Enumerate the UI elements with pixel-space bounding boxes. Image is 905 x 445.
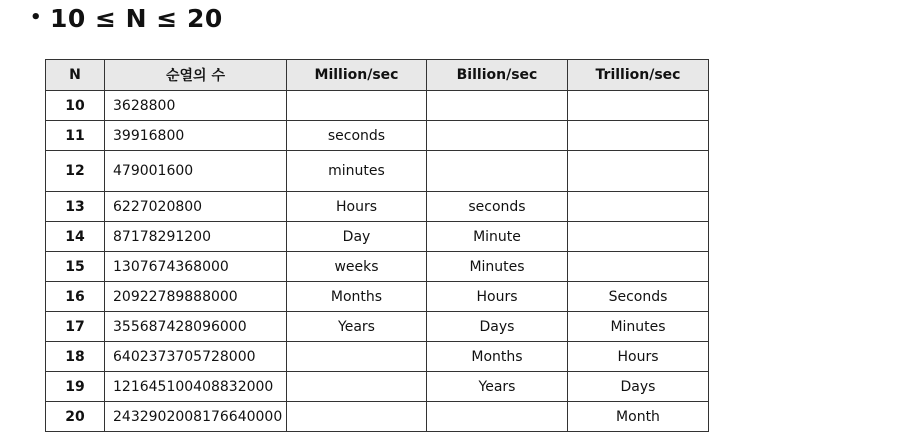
cell-trillion: Days — [568, 372, 709, 402]
header-n: N — [46, 60, 105, 91]
title-text: 10 ≤ N ≤ 20 — [50, 4, 223, 33]
table-row — [46, 312, 709, 342]
cell-million — [287, 402, 427, 432]
cell-million — [287, 342, 427, 372]
cell-permutations: 1307674368000 — [105, 252, 287, 282]
cell-n: 10 — [46, 91, 105, 121]
cell-billion — [427, 91, 568, 121]
table-row — [46, 91, 709, 121]
cell-million: Months — [287, 282, 427, 312]
cell-n: 20 — [46, 402, 105, 432]
cell-permutations: 2432902008176640000 — [105, 402, 287, 432]
cell-trillion: Hours — [568, 342, 709, 372]
cell-permutations: 6227020800 — [105, 192, 287, 222]
cell-n: 19 — [46, 372, 105, 402]
cell-permutations: 121645100408832000 — [105, 372, 287, 402]
cell-trillion: Month — [568, 402, 709, 432]
cell-million — [287, 372, 427, 402]
cell-million: Hours — [287, 192, 427, 222]
cell-trillion — [568, 252, 709, 282]
table-row — [46, 222, 709, 252]
cell-trillion — [568, 222, 709, 252]
cell-billion: Days — [427, 312, 568, 342]
cell-billion — [427, 121, 568, 151]
cell-trillion — [568, 121, 709, 151]
cell-permutations: 3628800 — [105, 91, 287, 121]
cell-trillion: Minutes — [568, 312, 709, 342]
header-billion-per-sec: Billion/sec — [427, 60, 568, 91]
cell-permutations: 6402373705728000 — [105, 342, 287, 372]
cell-billion: Minute — [427, 222, 568, 252]
table-row — [46, 121, 709, 151]
cell-million: minutes — [287, 151, 427, 192]
cell-trillion: Seconds — [568, 282, 709, 312]
slide-title — [30, 4, 223, 33]
cell-billion: Months — [427, 342, 568, 372]
cell-billion: Years — [427, 372, 568, 402]
cell-million: weeks — [287, 252, 427, 282]
bullet-icon: • — [30, 7, 43, 28]
cell-n: 18 — [46, 342, 105, 372]
table-row — [46, 342, 709, 372]
cell-n: 16 — [46, 282, 105, 312]
cell-trillion — [568, 91, 709, 121]
table-row — [46, 402, 709, 432]
table-row — [46, 372, 709, 402]
cell-billion — [427, 151, 568, 192]
permutation-time-table — [45, 59, 709, 432]
table-row — [46, 151, 709, 192]
cell-permutations: 39916800 — [105, 121, 287, 151]
table-header-row — [46, 60, 709, 91]
cell-million: seconds — [287, 121, 427, 151]
table-row — [46, 192, 709, 222]
cell-n: 11 — [46, 121, 105, 151]
table-row — [46, 252, 709, 282]
cell-n: 13 — [46, 192, 105, 222]
cell-permutations: 20922789888000 — [105, 282, 287, 312]
cell-n: 17 — [46, 312, 105, 342]
cell-n: 12 — [46, 151, 105, 192]
header-million-per-sec: Million/sec — [287, 60, 427, 91]
cell-permutations: 355687428096000 — [105, 312, 287, 342]
cell-n: 14 — [46, 222, 105, 252]
cell-trillion — [568, 151, 709, 192]
cell-trillion — [568, 192, 709, 222]
header-permutations: 순열의 수 — [105, 60, 287, 91]
cell-n: 15 — [46, 252, 105, 282]
cell-million: Day — [287, 222, 427, 252]
table-row — [46, 282, 709, 312]
cell-billion: Hours — [427, 282, 568, 312]
cell-billion: Minutes — [427, 252, 568, 282]
cell-million: Years — [287, 312, 427, 342]
cell-permutations: 87178291200 — [105, 222, 287, 252]
cell-billion — [427, 402, 568, 432]
cell-permutations: 479001600 — [105, 151, 287, 192]
cell-million — [287, 91, 427, 121]
cell-billion: seconds — [427, 192, 568, 222]
header-trillion-per-sec: Trillion/sec — [568, 60, 709, 91]
